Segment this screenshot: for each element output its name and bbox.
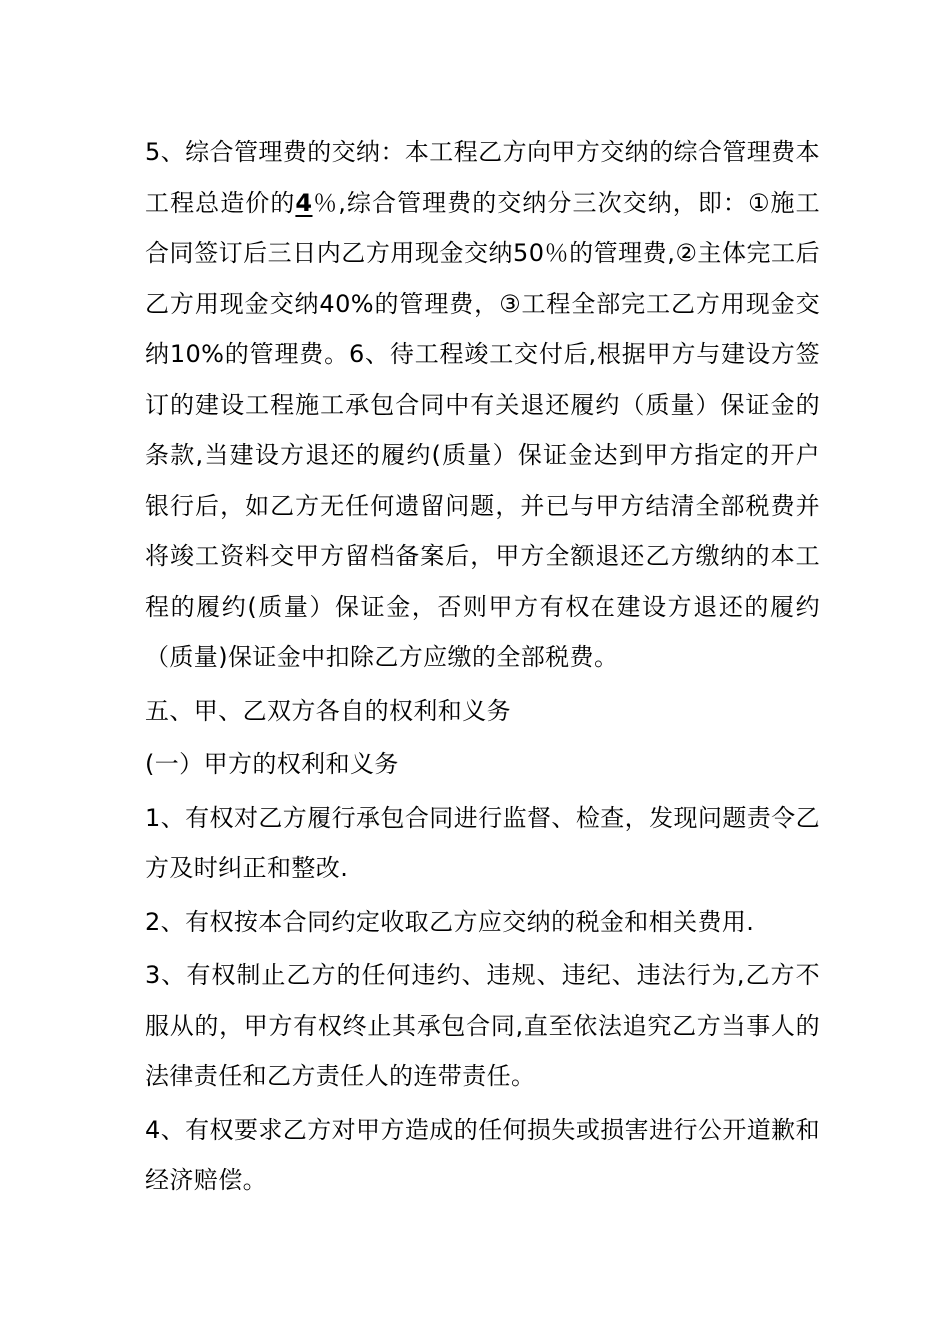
clause-3: 3、有权制止乙方的任何违约、违规、违纪、违法行为,乙方不服从的，甲方有权终止其承包合同,直至依法追究乙方当事人的法律责任和乙方责任人的连带责任。 [145, 961, 820, 1090]
clause-1: 1、有权对乙方履行承包合同进行监督、检查，发现问题责令乙方及时纠正和整改. [145, 803, 820, 882]
section-heading-rights-obligations: 五、甲、乙双方各自的权利和义务 [145, 696, 511, 725]
clause-4: 4、有权要求乙方对甲方造成的任何损失或损害进行公开道歉和经济赔偿。 [145, 1115, 820, 1194]
clause-2: 2、有权按本合同约定收取乙方应交纳的税金和相关费用. [145, 907, 755, 936]
paragraph-text: ％,综合管理费的交纳分三次交纳，即：①施工合同签订后三日内乙方用现金交纳50％的管理费,②主体完工后乙方用现金交纳40%的管理费，③工程全部完工乙方用现金交纳10%的管理费。6、待工程竣工交付后,根据甲方与建设方签订的建设工程施工承包合同中有关退还履约（质量）保证金的条款,当建设方退还的履约(质量）保证金达到甲方指定的开户银行后，如乙方无任何遗留问题，并已与甲方结清全部税费并将竣工资料交甲方留档备案后，甲方全额退还乙方缴纳的本工程的履约(质量）保证金，否则甲方有权在建设方退还的履约（质量)保证金中扣除乙方应缴的全部税费。 [145, 188, 820, 671]
fee-percentage-value: 4 [295, 188, 313, 217]
paragraph-text: 5、综合管理费的交纳：本工程乙方向甲方交纳的综合管理费本工程总造价的 [145, 138, 820, 217]
paragraph-management-fee [145, 127, 820, 683]
subsection-heading-party-a: (一）甲方的权利和义务 [145, 750, 399, 778]
